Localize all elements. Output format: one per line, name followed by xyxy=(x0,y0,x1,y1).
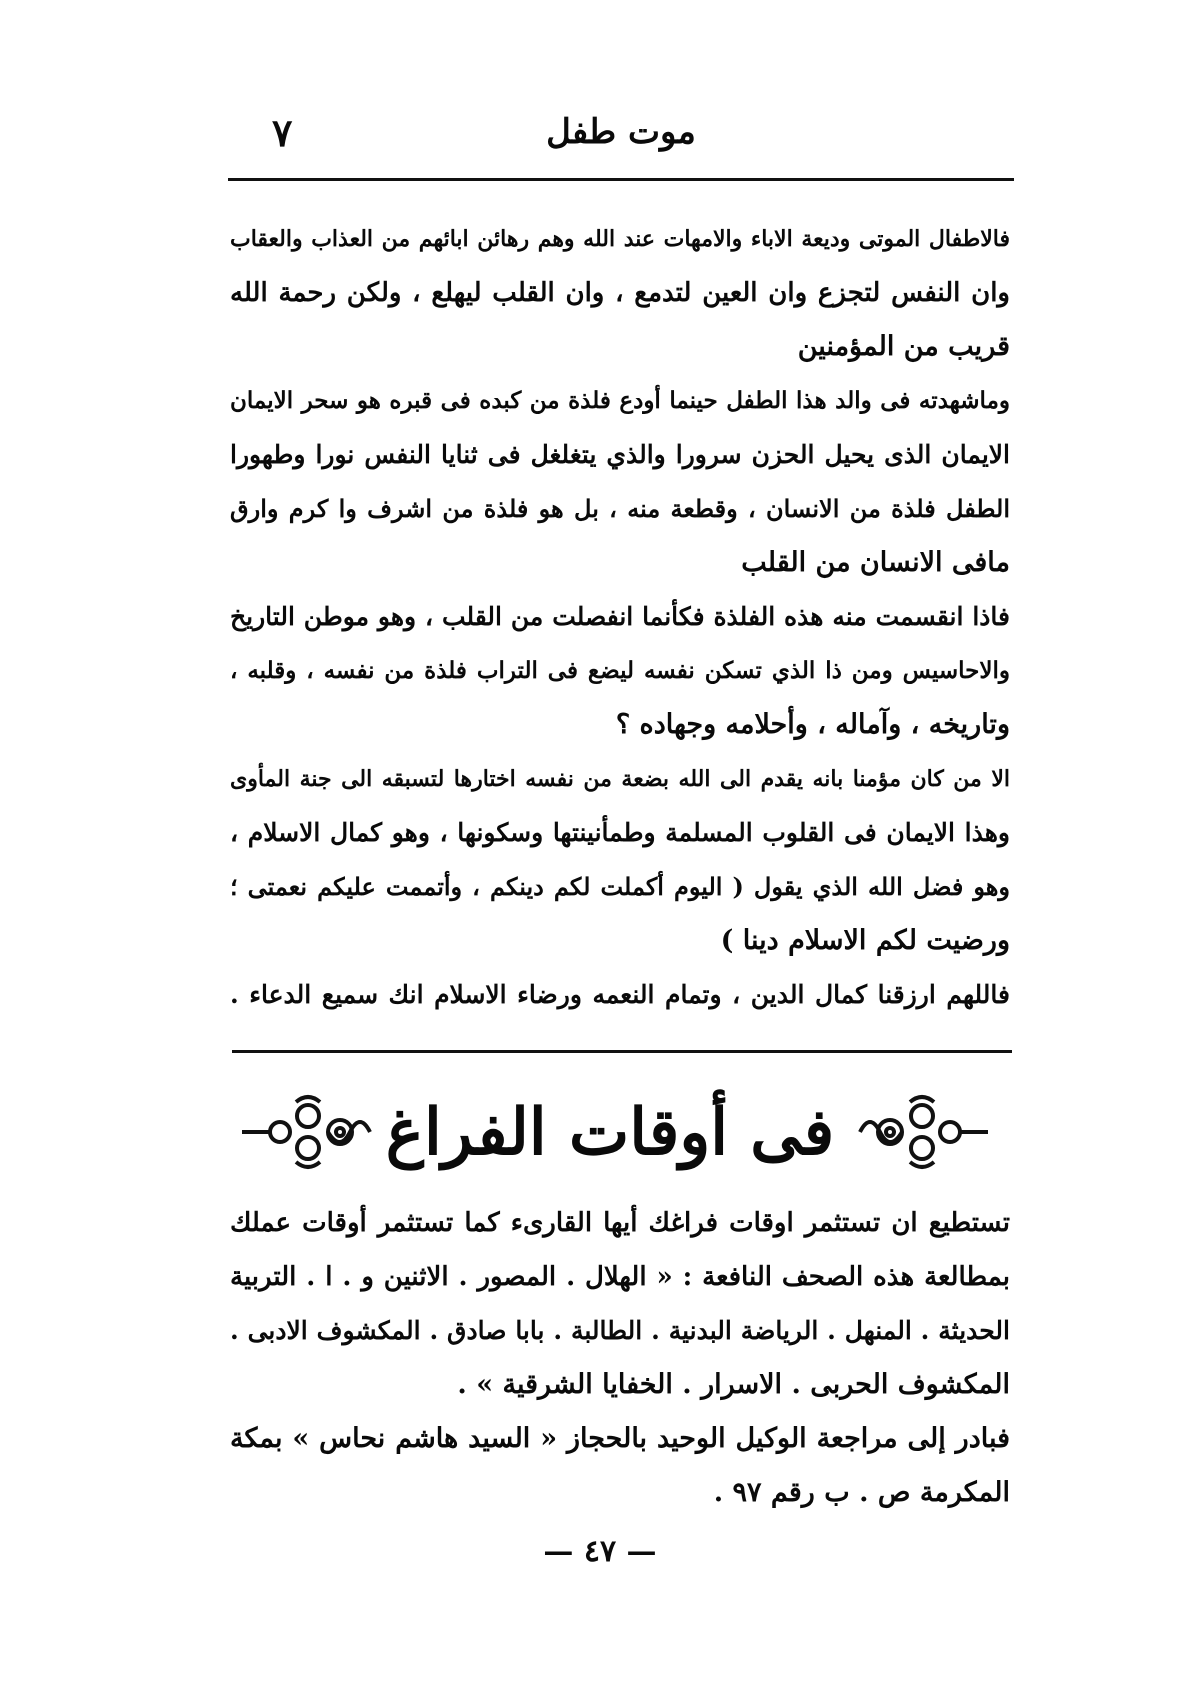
ornament-icon xyxy=(240,1092,380,1172)
section-divider xyxy=(232,1050,1012,1053)
footer-page-number: — ٤٧ — xyxy=(543,1534,657,1569)
text-line: مافى الانسان من القلب xyxy=(741,547,1010,578)
article-body xyxy=(230,212,1010,1022)
text-line: ورضيت لكم الاسلام دينا ) xyxy=(720,925,1010,956)
text-line: تستطيع ان تستثمر اوقات فراغك أيها القارىء كما تستثمر أوقات عملك xyxy=(230,1208,1010,1238)
header-rule xyxy=(228,178,1014,181)
text-line: الحديثة . المنهل . الرياضة البدنية . الطالبة . بابا صادق . المكشوف الادبى . xyxy=(230,1316,1010,1345)
text-line: فبادر إلى مراجعة الوكيل الوحيد بالحجاز « السيد هاشم نحاس » بمكة xyxy=(230,1423,1010,1454)
text-line: الايمان الذى يحيل الحزن سرورا والذي يتغلغل فى ثنايا النفس نورا وطهورا xyxy=(230,440,1010,469)
text-line: فالاطفال الموتى وديعة الاباء والامهات عند الله وهم رهائن ابائهم من العذاب والعقاب xyxy=(230,226,1010,252)
text-line: بمطالعة هذه الصحف النافعة : « الهلال . المصور . الاثنين و . ا . التربية xyxy=(230,1262,1010,1292)
text-line: الطفل فلذة من الانسان ، وقطعة منه ، بل هو فلذة من اشرف وا كرم وارق xyxy=(230,494,1010,523)
text-line: الا من كان مؤمنا بانه يقدم الى الله بضعة من نفسه اختارها لتسبقه الى جنة المأوى xyxy=(230,766,1010,792)
text-line: المكرمة ص . ب رقم ٩٧ . xyxy=(713,1477,1010,1508)
text-line: قريب من المؤمنين xyxy=(797,331,1010,362)
text-line: وهذا الايمان فى القلوب المسلمة وطمأنينتها وسكونها ، وهو كمال الاسلام ، xyxy=(230,818,1010,847)
text-line: وهو فضل الله الذي يقول ( اليوم أكملت لكم دينكم ، وأتممت عليكم نعمتى ؛ xyxy=(230,872,1010,901)
running-title: موت طفل xyxy=(546,112,696,152)
section-body xyxy=(230,1196,1010,1520)
header-page-number: ٧ xyxy=(272,110,293,155)
running-header xyxy=(232,112,1010,170)
section-title: فى أوقات الفراغ xyxy=(385,1095,835,1170)
text-line: فاللهم ارزقنا كمال الدين ، وتمام النعمه ورضاء الاسلام انك سميع الدعاء . xyxy=(230,980,1010,1009)
text-line: فاذا انقسمت منه هذه الفلذة فكأنما انفصلت من القلب ، وهو موطن التاريخ xyxy=(230,602,1010,631)
text-line: المكشوف الحربى . الاسرار . الخفايا الشرقية » . xyxy=(457,1369,1010,1400)
text-line: والاحاسيس ومن ذا الذي تسكن نفسه ليضع فى التراب فلذة من نفسه ، وقلبه ، xyxy=(230,657,1010,684)
text-line: وان النفس لتجزع وان العين لتدمع ، وان القلب ليهلع ، ولكن رحمة الله xyxy=(230,278,1010,308)
text-line: وماشهدته فى والد هذا الطفل حينما أودع فلذة من كبده فى قبره هو سحر الايمان xyxy=(230,387,1010,414)
section-heading xyxy=(300,1078,920,1188)
text-line: وتاريخه ، وآماله ، وأحلامه وجهاده ؟ xyxy=(615,709,1010,740)
